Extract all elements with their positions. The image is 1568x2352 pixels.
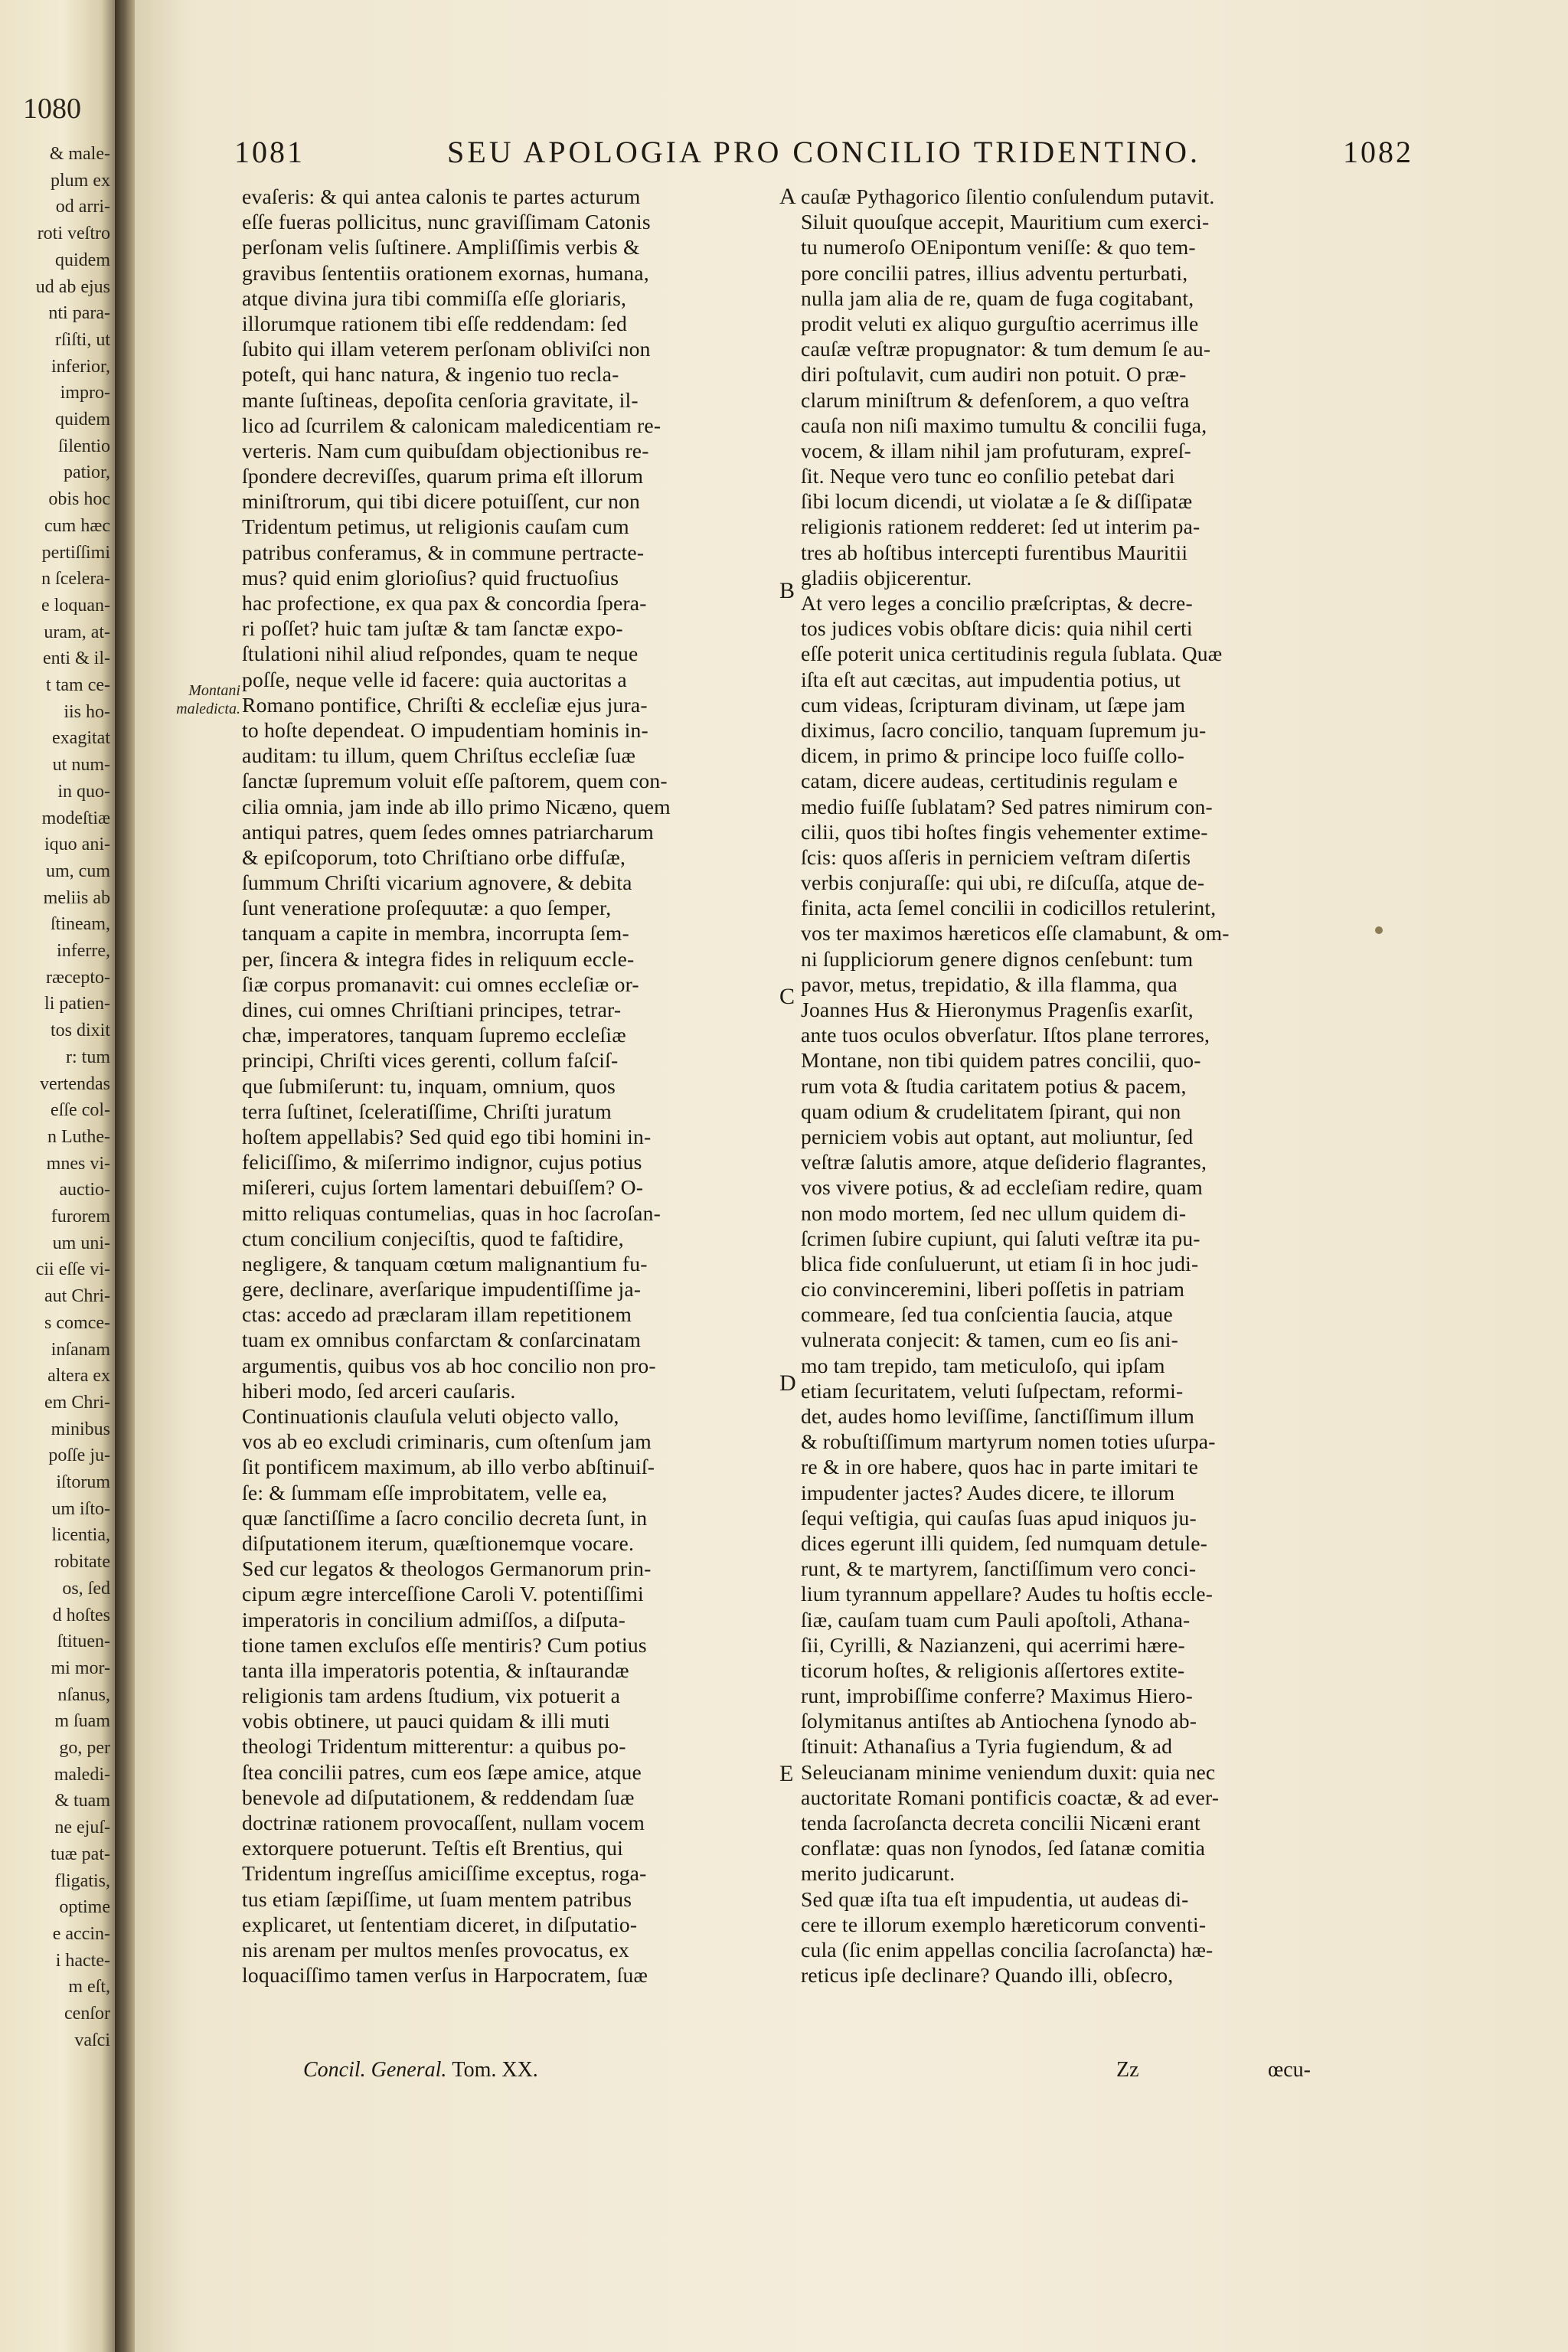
right-column-line: religionis rationem redderet: ſed ut interim pa- [801, 514, 1200, 539]
right-column-line: vos vivere potius, & ad eccleſiam redire, quam [801, 1175, 1203, 1200]
left-column-line: Continuationis clauſula veluti objecto vallo, [242, 1404, 619, 1428]
left-column-line: hoſtem appellabis? Sed quid ego tibi homini in- [242, 1124, 652, 1148]
facing-page-line: enti & il- [43, 648, 110, 669]
facing-page-line: um iſto- [51, 1498, 110, 1519]
facing-page-line: pertiſſimi [41, 542, 110, 563]
left-column-line: tuam ex omnibus confarctam & conſarcinatam [242, 1328, 641, 1352]
right-column-line: ſiæ, cauſam tuam cum Pauli apoſtoli, Athana- [801, 1607, 1191, 1632]
left-column-line: religionis tam ardens ſtudium, vix potuerit a [242, 1684, 621, 1708]
facing-page-line: em Chri- [44, 1392, 110, 1413]
right-column-line: ſcrimen ſubire cupiunt, qui ſaluti veſtræ ita pu- [801, 1226, 1200, 1250]
right-column-line: nulla jam alia de re, quam de fuga cogitabant, [801, 286, 1194, 310]
facing-page-line: modeſtiæ [41, 808, 110, 828]
left-column-line: atque divina jura tibi commiſſa eſſe gloriaris, [242, 286, 627, 310]
facing-page-line: os, ſed [62, 1578, 110, 1599]
right-column-line: pavor, metus, trepidatio, & illa flamma, qua [801, 972, 1178, 996]
left-column-line: vobis obtinere, ut pauci quidam & illi muti [242, 1709, 610, 1733]
facing-page-line: obis hoc [48, 489, 110, 510]
left-column-line: Romano pontifice, Chriſti & eccleſiæ ejus jura- [242, 692, 648, 717]
right-column-line: ni ſuppliciorum genere dignos cenſebunt: tum [801, 946, 1194, 971]
right-column-line: finita, acta ſemel concilii in codicillos retulerint, [801, 896, 1217, 920]
facing-page-line: mnes vi- [46, 1153, 110, 1174]
left-column-line: gere, declinare, averſarique impudentiſſime ja- [242, 1277, 642, 1302]
right-column-line: blica fide conſuluerunt, ut etiam ſi in hoc judi- [801, 1251, 1199, 1276]
right-column-line: runt, & te martyrem, ſanctiſſimum vero conci- [801, 1557, 1197, 1581]
facing-page-line: & male- [49, 144, 110, 164]
right-column-line: Sed quæ iſta tua eſt impudentia, ut audeas di- [801, 1886, 1189, 1911]
right-column-line: Siluit quouſque accepit, Mauritium cum exerci- [801, 210, 1210, 234]
facing-page-line: iis ho- [64, 701, 110, 722]
facing-page [0, 0, 115, 2352]
facing-page-line: nſanus, [57, 1684, 110, 1705]
right-column-line: re & in ore habere, quos hac in parte imitari te [801, 1455, 1199, 1479]
facing-page-line: optime [59, 1897, 110, 1918]
left-column-line: hiberi modo, ſed arceri cauſaris. [242, 1378, 516, 1403]
left-column-line: tus etiam ſæpiſſime, ut ſuam mentem patribus [242, 1886, 632, 1911]
left-column-line: negligere, & tanquam cœtum malignantium fu- [242, 1251, 648, 1276]
left-column-line: Tridentum ingreſſus amiciſſime exceptus, roga- [242, 1861, 647, 1886]
facing-page-line: vaſci [74, 2030, 110, 2050]
facing-page-line: s comce- [44, 1312, 110, 1333]
facing-page-line: nti para- [48, 303, 110, 324]
left-column-line: nis arenam per multos menſes provocatus, ex [242, 1937, 629, 1962]
right-column-line: ſolymitanus antiſtes ab Antiochena ſynodo ab- [801, 1709, 1197, 1733]
running-head [234, 134, 1413, 180]
paper-speck [1375, 926, 1383, 934]
margin-note: Montani maledicta. [176, 682, 240, 717]
right-column-line: eſſe poterit unica certitudinis regula ſublata. Quæ [801, 642, 1223, 666]
left-column-line: ctas: accedo ad præclaram illam repetitionem [242, 1302, 632, 1327]
facing-page-line: ræcepto- [46, 967, 110, 988]
facing-page-line: quidem [55, 250, 110, 270]
facing-page-line: meliis ab [43, 887, 110, 908]
facing-page-line: impro- [60, 383, 110, 403]
left-column-line: patribus conferamus, & in commune pertracte- [242, 540, 645, 564]
left-column-line: dines, cui omnes Chriſtiani principes, tetrar- [242, 998, 622, 1021]
page-number-right: 1082 [1343, 135, 1413, 169]
right-column-line: veſtræ ſalutis amore, atque deſiderio flagrantes, [801, 1150, 1207, 1174]
left-column-line: chæ, imperatores, tanquam ſupremo eccleſiæ [242, 1023, 626, 1047]
facing-page-line: poſſe ju- [48, 1446, 110, 1466]
left-column-line: ctum concilium conjeciſtis, quod te faſtidire, [242, 1226, 624, 1250]
facing-page-line: licentia, [51, 1525, 110, 1546]
left-column-line: auditam: tu illum, quem Chriſtus eccleſiæ ſuæ [242, 743, 636, 768]
facing-page-line: exagitat [52, 728, 110, 749]
left-column-line: mitto reliquas contumelias, quas in hoc ſacroſan- [242, 1200, 661, 1225]
left-column-line: ſpondere decreviſſes, quarum prima eſt illorum [242, 464, 644, 488]
right-column-line: mo tam trepido, tam meticuloſo, qui ipſam [801, 1353, 1165, 1377]
facing-page-line: um uni- [52, 1233, 110, 1253]
facing-page-line: eſſe col- [51, 1100, 110, 1121]
left-column-line: perſonam velis ſuſtinere. Ampliſſimis verbis & [242, 235, 640, 260]
facing-page-line: plum ex [51, 170, 110, 191]
left-column-line: explicaret, ut ſententiam diceret, in diſputatio- [242, 1912, 638, 1936]
right-column-line: clarum miniſtrum & defenſorem, a quo veſtra [801, 387, 1190, 412]
right-column-line: ſequi veſtigia, qui cauſas ſuas apud iniquos ju- [801, 1505, 1197, 1530]
right-column-line: conflatæ: quas non ſynodos, ſed ſatanæ comitia [801, 1836, 1206, 1860]
left-column-line: tione tamen excluſos eſſe mentiris? Cum potius [242, 1632, 647, 1657]
facing-page-line: ſtituen- [57, 1632, 110, 1652]
catchword: œcu- [1268, 2058, 1311, 2082]
left-column-line: gravibus ſententiis orationem exornas, humana, [242, 260, 649, 285]
right-column-line: vulnerata conjecit: & tamen, cum eo ſis ani- [801, 1328, 1179, 1352]
right-column-line: Joannes Hus & Hieronymus Pragenſis exarſit, [801, 998, 1194, 1021]
right-column-line: vocem, & illam nihil jam profuturam, expreſ- [801, 438, 1191, 462]
left-column [242, 184, 885, 1988]
left-column-line: illorumque rationem tibi eſſe reddendam: ſed [242, 311, 628, 335]
facing-page-line: inferior, [51, 356, 110, 377]
facing-page-line: robitate [54, 1552, 110, 1573]
right-column-line: cauſa non niſi maximo tumultu & concilii fuga, [801, 413, 1207, 437]
left-column-line: tanquam a capite in membra, incorrupta ſem- [242, 921, 629, 946]
facing-page-line: vertendas [40, 1073, 110, 1094]
facing-page-line: & tuam [54, 1791, 110, 1811]
section-marker-d: D [779, 1370, 796, 1396]
right-column-line: & robuſtiſſimum martyrum nomen toties uſurpa- [801, 1429, 1216, 1454]
right-column-line: ſtinuit: Athanaſius a Tyria fugiendum, & ad [801, 1734, 1173, 1759]
footer-volume: Tom. XX. [452, 2058, 538, 2082]
facing-page-line: li patien- [44, 994, 110, 1014]
facing-page-line: patior, [63, 462, 110, 483]
facing-page-line: roti veſtro [37, 224, 110, 244]
left-column-line: cipum ægre interceſſione Caroli V. potentiſſimi [242, 1582, 644, 1606]
facing-page-line: m eſt, [68, 1977, 110, 1998]
facing-page-line: rſiſti, ut [55, 329, 110, 350]
facing-page-line: t tam ce- [46, 675, 110, 695]
right-column-line: merito judicarunt. [801, 1861, 956, 1886]
right-column-line: commeare, ſed tua conſcientia ſaucia, atque [801, 1302, 1173, 1327]
right-column-line: rum vota & ſtudia caritatem potius & pacem, [801, 1073, 1187, 1098]
right-column-line: cauſæ Pythagorico ſilentio conſulendum putavit. [801, 185, 1215, 208]
left-column-line: cilia omnia, jam inde ab illo primo Nicæno, quem [242, 794, 671, 818]
right-column-line: diximus, ſacro concilio, tanquam ſupremum ju- [801, 717, 1207, 742]
left-column-line: miniſtrorum, qui tibi dicere potuiſſent, cur non [242, 489, 640, 514]
facing-page-line: iſtorum [56, 1472, 110, 1492]
right-column-line: catam, dicere audeas, certitudinis regulam e [801, 769, 1178, 793]
right-column-line: impudenter jactes? Audes dicere, te illorum [801, 1480, 1175, 1504]
right-column-line: tu numeroſo OEnipontum veniſſe: & quo tem- [801, 235, 1196, 260]
right-column-line: gladiis objicerentur. [801, 565, 972, 590]
left-column-line: poteſt, qui hanc natura, & ingenio tuo recla- [242, 362, 619, 387]
facing-page-line: maledi- [54, 1764, 110, 1785]
right-column-line: ſii, Cyrilli, & Nazianzeni, qui acerrimi hære- [801, 1632, 1185, 1657]
right-column-line: ſit. Neque vero tunc eo conſilio petebat dari [801, 464, 1175, 488]
right-column-line: pore concilii patres, illius adventu perturbati, [801, 260, 1188, 285]
facing-page-line: tos dixit [50, 1021, 110, 1041]
left-column-line: vos ab eo excludi criminaris, cum oſtenſum jam [242, 1429, 652, 1454]
right-column-line: runt, improbiſſime conferre? Maximus Hiero- [801, 1684, 1194, 1708]
left-column-line: doctrinæ rationem provocaſſent, nullam vocem [242, 1811, 645, 1834]
left-column-line: ſubito qui illam veterem perſonam obliviſci non [242, 337, 651, 361]
section-marker-b: B [779, 578, 795, 603]
right-column-line: cio convinceremini, liberi poſſetis in patriam [801, 1277, 1185, 1302]
facing-page-line: cum hæc [44, 515, 110, 536]
footer-title: Concil. General. [303, 2058, 447, 2082]
facing-page-line: mi mor- [51, 1658, 110, 1678]
left-column-line: to hoſte dependeat. O impudentiam hominis in- [242, 717, 648, 742]
facing-page-line: r: tum [66, 1047, 110, 1067]
right-column-line: ſcis: quos aſſeris in perniciem veſtram diſertis [801, 844, 1191, 869]
facing-page-line: e accin- [52, 1923, 110, 1944]
left-column-line: theologi Tridentum mitterentur: a quibus po- [242, 1734, 626, 1759]
facing-page-line: n Luthe- [47, 1126, 110, 1147]
facing-page-line: m ſuam [54, 1711, 110, 1732]
right-column-line: ticorum hoſtes, & religionis aſſertores extite- [801, 1658, 1185, 1682]
right-column-line: iſta eſt aut cæcitas, aut impudentia potius, ut [801, 667, 1181, 691]
left-column-line: poſſe, neque velle id facere: quia auctoritas a [242, 667, 627, 691]
left-column-line: antiqui patres, quem ſedes omnes patriarcharum [242, 819, 654, 844]
right-column-line: etiam ſecuritatem, veluti ſuſpectam, reformi- [801, 1378, 1184, 1403]
right-column-line: quam odium & crudelitatem ſpirant, qui non [801, 1099, 1181, 1123]
left-column-line: que ſubmiſerunt: tu, inquam, omnium, quos [242, 1073, 616, 1098]
facing-page-line: od arri- [55, 197, 110, 217]
right-column-line: tos judices vobis obſtare dicis: quia nihil certi [801, 616, 1193, 641]
right-column-line: cum videas, ſcripturam divinam, ut ſæpe jam [801, 692, 1186, 717]
left-column-line: ſit pontificem maximum, ab illo verbo abſtinuiſ- [242, 1455, 655, 1479]
facing-page-line: altera ex [47, 1366, 110, 1387]
right-column-line: tenda ſacroſancta decreta concilii Nicæni erant [801, 1811, 1200, 1834]
section-marker-a: A [779, 184, 796, 209]
right-column-line: cilii, quos tibi hoſtes fingis vehementer extime- [801, 819, 1208, 844]
right-column-line: Montane, non tibi quidem patres concilii, quo- [801, 1048, 1201, 1073]
facing-page-line: inſanam [51, 1339, 110, 1360]
facing-page-line: minibus [51, 1419, 110, 1439]
facing-page-line: fligatis, [54, 1870, 110, 1891]
left-column-line: diſputationem iterum, quæſtionemque vocare. [242, 1530, 635, 1555]
left-column-line: lico ad ſcurrilem & calonicam maledicentiam re- [242, 413, 662, 437]
facing-page-line: iquo ani- [44, 835, 110, 855]
facing-page-line: go, per [59, 1738, 110, 1758]
left-column-line: principi, Chriſti vices gerenti, collum faſciſ- [242, 1048, 619, 1073]
right-column-line: ſibi locum dicendi, ut violatæ a ſe & diſſipatæ [801, 489, 1193, 514]
left-column-line: tanta illa imperatoris potentia, & inſtaurandæ [242, 1658, 629, 1682]
right-column-line: medio fuiſſe ſublatam? Sed patres nimirum con- [801, 794, 1213, 818]
left-column-line: hac profectione, ex qua pax & concordia ſpera- [242, 591, 647, 615]
facing-page-line: in quo- [57, 781, 110, 802]
facing-page-line: i hacte- [55, 1950, 110, 1971]
right-column-line: dicem, in primo & principe loco fuiſſe collo- [801, 743, 1184, 768]
facing-page-line: ud ab ejus [35, 276, 110, 297]
left-column-line: argumentis, quibus vos ab hoc concilio non pro- [242, 1353, 656, 1377]
left-column-line: ſiæ corpus promanavit: cui omnes eccleſiæ or- [242, 972, 639, 996]
facing-page-line: cii eſſe vi- [35, 1259, 110, 1280]
facing-page-line: tuæ pat- [51, 1844, 110, 1864]
left-column-line: ri poſſet? huic tam juſtæ & tam ſanctæ expo- [242, 616, 623, 641]
left-column-line: Tridentum petimus, ut religionis cauſam cum [242, 514, 629, 539]
facing-page-line: uram, at- [44, 622, 110, 642]
left-column-line: evaſeris: & qui antea calonis te partes acturum [242, 185, 641, 208]
left-column-line: extorquere potuerunt. Teſtis eſt Brentius, qui [242, 1836, 623, 1860]
right-column-line: At vero leges a concilio præſcriptas, & decre- [801, 591, 1193, 615]
left-column-line: quæ ſanctiſſime a ſacro concilio decreta ſunt, in [242, 1505, 648, 1530]
left-column-line: Sed cur legatos & theologos Germanorum prin- [242, 1557, 652, 1581]
right-column-line: diri poſtulavit, cum audiri non potuit. O præ- [801, 362, 1187, 387]
facing-page-line: n ſcelera- [41, 569, 110, 590]
running-title: SEU APOLOGIA PRO CONCILIO TRIDENTINO. [447, 135, 1200, 169]
right-column-line: tres ab hoſtibus intercepti furentibus Mauritii [801, 540, 1188, 564]
right-column-line: cauſæ veſtræ propugnator: & tum demum ſe au- [801, 337, 1211, 361]
left-column-line: ſe: & ſummam eſſe improbitatem, velle ea, [242, 1480, 608, 1504]
left-column-line: verteris. Nam cum quibuſdam objectionibus re- [242, 438, 649, 462]
right-column-line: perniciem vobis aut optant, aut moliuntur, ſed [801, 1124, 1194, 1148]
facing-page-line: furorem [51, 1207, 110, 1227]
signature-mark: Zz [1116, 2058, 1139, 2082]
facing-page-line: um, cum [46, 861, 110, 881]
facing-page-line: inferre, [57, 941, 110, 961]
left-column-line: feliciſſimo, & miſerrimo indignor, cujus potius [242, 1150, 642, 1174]
facing-page-line: aut Chri- [44, 1286, 110, 1307]
right-column-line: vos ter maximos hæreticos eſſe clamabunt, & om- [801, 921, 1230, 946]
facing-page-line: d hoſtes [52, 1605, 110, 1625]
facing-page-line: ne ejuſ- [54, 1818, 110, 1838]
right-column-line: ante tuos oculos obverſatur. Iſtos plane terrores, [801, 1023, 1210, 1047]
left-column-line: & epiſcoporum, toto Chriſtiano orbe diffuſæ, [242, 844, 626, 869]
facing-page-line: e loquan- [41, 595, 110, 616]
left-column-line: ſanctæ ſupremum voluit eſſe paſtorem, quem con- [242, 769, 668, 793]
section-marker-c: C [779, 984, 795, 1009]
left-column-line: mus? quid enim glorioſius? quid fructuoſius [242, 565, 619, 590]
facing-page-line: ſtineam, [51, 914, 110, 935]
footer-reference [303, 2058, 538, 2082]
left-column-line: imperatoris in concilium admiſſos, a diſputa- [242, 1607, 626, 1632]
facing-page-line: ſilentio [58, 436, 110, 456]
left-column-line: ſtea concilii patres, cum eos ſæpe amice, atque [242, 1759, 642, 1784]
left-column-line: loquaciſſimo tamen verſus in Harpocratem, ſuæ [242, 1963, 648, 1988]
left-column-line: ſtulationi nihil aliud reſpondes, quam te neque [242, 642, 639, 666]
right-column-line: cere te illorum exemplo hæreticorum conventi- [801, 1912, 1207, 1936]
page-number-left: 1081 [234, 135, 305, 169]
right-column-line: non modo mortem, ſed nec ullum quidem di- [801, 1200, 1187, 1225]
right-column-line: reticus ipſe declinare? Quando illi, obſecro, [801, 1963, 1174, 1988]
right-column-line: cula (ſic enim appellas concilia ſacroſancta) hæ- [801, 1937, 1214, 1962]
facing-page-line: cenſor [64, 2004, 110, 2024]
right-column-line: Seleucianam minime veniendum duxit: quia nec [801, 1759, 1216, 1784]
left-column-line: miſereri, cujus ſortem lamentari debuiſſem? O- [242, 1175, 644, 1200]
left-column-line: per, ſincera & integra fides in reliquum eccle- [242, 946, 635, 971]
facing-page-number: 1080 [23, 93, 81, 125]
right-column-line: prodit veluti ex aliquo gurguſtio acerrimus ille [801, 311, 1199, 335]
left-column-line: terra ſuſtinet, ſceleratiſſime, Chriſti juratum [242, 1099, 612, 1123]
left-column-line: mante ſuſtineas, depoſita cenſoria gravitate, il- [242, 387, 639, 412]
book-gutter [115, 0, 135, 2352]
left-column-line: ſummum Chriſti vicarium agnovere, & debita [242, 871, 632, 895]
left-column-line: eſſe fueras pollicitus, nunc graviſſimam Catonis [242, 210, 651, 234]
facing-page-line: auctio- [59, 1180, 110, 1200]
facing-page-line: quidem [55, 410, 110, 430]
facing-page-line: ut num- [52, 755, 110, 776]
right-column-line: dices egerunt illi quidem, ſed numquam detule- [801, 1530, 1208, 1555]
right-column-line: verbis conjuraſſe: qui ubi, re diſcuſſa, atque de- [801, 871, 1205, 895]
right-column-line: det, audes homo leviſſime, ſanctiſſimum illum [801, 1404, 1195, 1428]
section-marker-e: E [779, 1761, 794, 1786]
right-column-line: auctoritate Romani pontificis coactæ, & ad ever- [801, 1785, 1220, 1809]
right-column [801, 184, 1436, 1988]
right-column-line: lium tyrannum appellare? Audes tu hoſtis eccle- [801, 1582, 1214, 1606]
left-column-line: benevole ad diſputationem, & reddendam ſuæ [242, 1785, 635, 1809]
book-page [135, 0, 1568, 2352]
left-column-line: ſunt veneratione proſequutæ: a quo ſemper, [242, 896, 612, 920]
